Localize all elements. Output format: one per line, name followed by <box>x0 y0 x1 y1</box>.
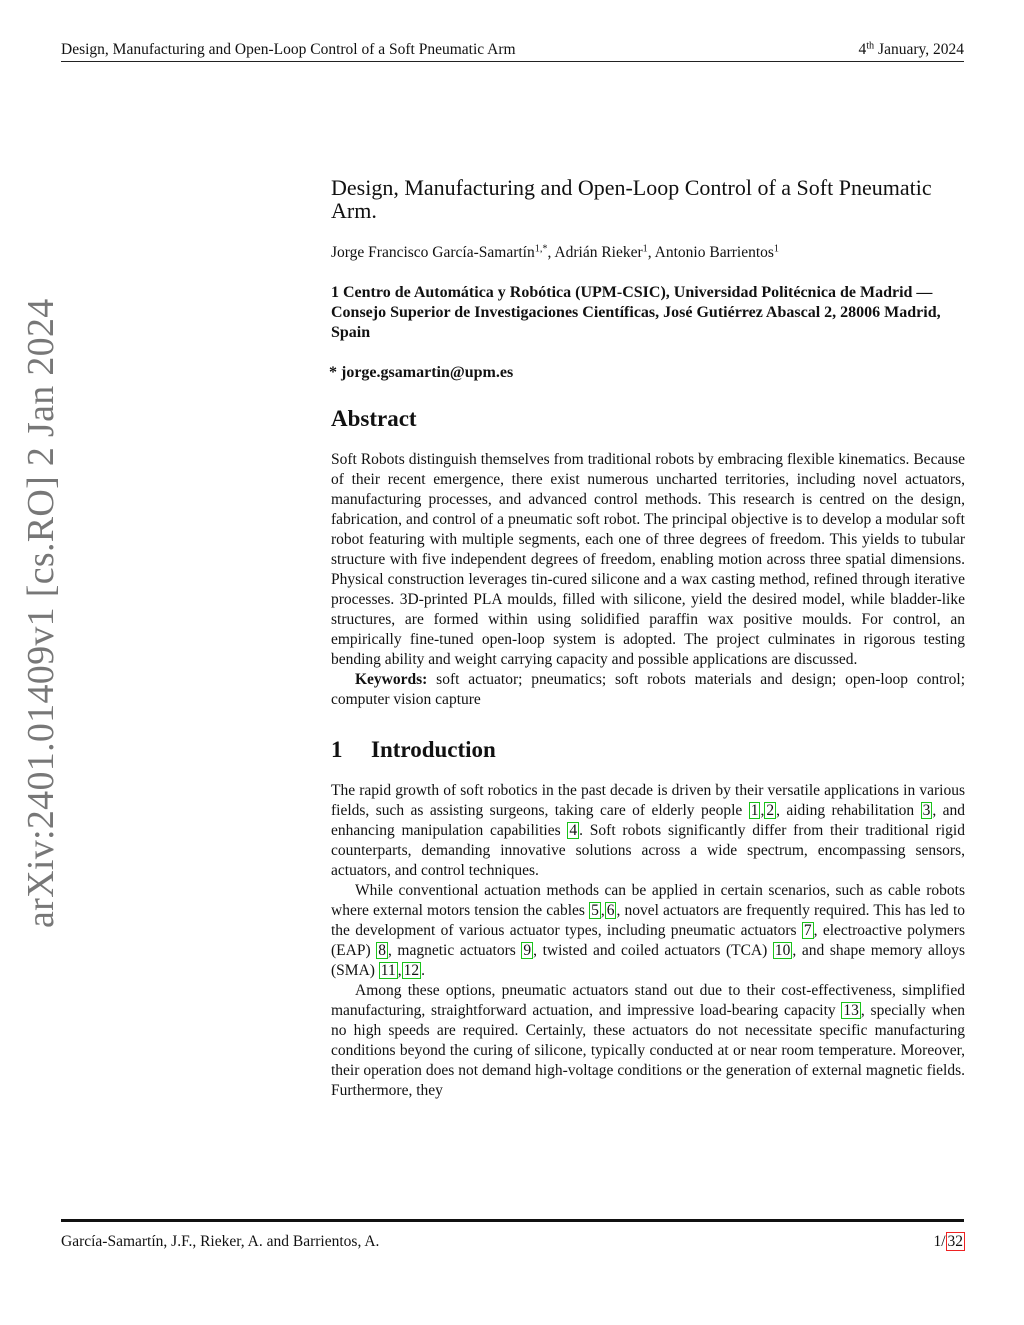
paragraph-text: , twisted and coiled actuators (TCA) <box>533 942 773 959</box>
running-header <box>61 40 964 62</box>
paragraph-text: . Soft robots significantly differ from their traditional rigid counterparts, demanding innovative solutions across a wide spectrum, encompassing sensors, actuators, and control techniques. <box>331 822 965 879</box>
paper-title: Design, Manufacturing and Open-Loop Control of a Soft Pneumatic Arm. <box>331 175 932 223</box>
citation-link[interactable]: 10 <box>774 942 791 959</box>
citation-link[interactable]: 1 <box>750 802 759 819</box>
citation-link[interactable]: 5 <box>591 902 599 919</box>
section-title: Introduction <box>371 737 496 762</box>
paragraph-text: , <box>760 802 765 819</box>
affiliation: 1 Centro de Automática y Robótica (UPM-CSIC), Universidad Politécnica de Madrid — Consejo Superior de Investigaciones Científicas, José Gutiérrez Abascal 2, 28006 Madrid, Spain <box>331 284 941 341</box>
page-current: 1/ <box>933 1233 946 1250</box>
intro-paragraph <box>331 781 965 881</box>
citation-link[interactable]: 6 <box>606 902 615 919</box>
main-column <box>331 176 965 1101</box>
paragraph-text: The rapid growth of soft robotics in the past decade is driven by their versatile applications in various fields, such as assisting surgeons, taking care of elderly people <box>331 782 965 819</box>
citation-link[interactable]: 13 <box>843 1002 859 1019</box>
author-list <box>331 243 965 263</box>
citation-link[interactable]: 7 <box>803 922 812 939</box>
paragraph-text: , and shape memory alloys (SMA) <box>331 942 965 979</box>
keywords-label: Keywords: <box>355 671 428 688</box>
author-affiliation-mark: 1,* <box>534 243 548 255</box>
header-date-suffix: th <box>866 40 875 52</box>
header-date-day: 4 <box>858 41 867 58</box>
citation-link[interactable]: 12 <box>403 962 420 979</box>
author-affiliation-mark: 1 <box>642 243 648 255</box>
paragraph-text: , <box>397 962 402 979</box>
author-separator: , <box>647 244 655 261</box>
citation-link[interactable]: 11 <box>380 962 396 979</box>
intro-paragraph <box>331 981 965 1101</box>
citation-link[interactable]: 3 <box>922 802 931 819</box>
intro-paragraph <box>331 881 965 981</box>
paragraph-text: , aiding rehabilitation <box>776 802 921 819</box>
paragraph-text: Among these options, pneumatic actuators stand out due to their cost-effectiveness, simplified manufacturing, straightforward actuation, and impressive load-bearing capacity <box>331 982 965 1019</box>
corresponding-email[interactable]: * jorge.gsamartin@upm.es <box>329 364 514 381</box>
keywords-list: soft actuator; pneumatics; soft robots materials and design; open-loop control; computer vision capture <box>331 671 965 708</box>
header-date <box>858 40 964 60</box>
author-name: Adrián Rieker <box>554 244 643 261</box>
footer-authors: García-Samartín, J.F., Rieker, A. and Barrientos, A. <box>61 1233 380 1250</box>
paragraph-text: While conventional actuation methods can be applied in certain scenarios, such as cable robots where external motors tension the cables <box>331 882 965 919</box>
running-title: Design, Manufacturing and Open-Loop Control of a Soft Pneumatic Arm <box>61 41 516 58</box>
section-number: 1 <box>331 737 343 762</box>
citation-link[interactable]: 8 <box>378 942 386 959</box>
author-separator: , <box>547 244 555 261</box>
paragraph-text: , <box>600 902 605 919</box>
paragraph-text: , magnetic actuators <box>387 942 522 959</box>
footer-rule <box>61 1219 964 1222</box>
author-name: Antonio Barrientos <box>654 244 774 261</box>
author-affiliation-mark: 1 <box>773 243 780 255</box>
citation-link[interactable]: 2 <box>766 802 775 819</box>
paragraph-text: , electroactive polymers (EAP) <box>331 922 965 959</box>
paragraph-text: , and enhancing manipulation capabilities <box>331 802 965 839</box>
page-total-link[interactable]: 32 <box>947 1233 963 1250</box>
header-date-rest: January, 2024 <box>874 41 964 58</box>
citation-link[interactable]: 9 <box>523 942 532 959</box>
arxiv-identifier-stamp: arXiv:2401.01409v1 [cs.RO] 2 Jan 2024 <box>20 298 62 928</box>
paragraph-text: , specially when no high speeds are required. Certainly, these actuators do not necessitate specific manufacturing conditions beyond the curing of silicone, typically conducted at or near room temperature. Moreover, their operation does not demand high-voltage conditions or the generation of external magnetic fields. Furthermore, they <box>331 1002 965 1099</box>
paragraph-text: . <box>421 962 425 979</box>
page-number <box>933 1232 965 1252</box>
abstract-heading: Abstract <box>331 406 417 431</box>
keywords <box>331 670 965 710</box>
section-heading-introduction <box>331 736 965 764</box>
author-name: Jorge Francisco García-Samartín <box>331 244 535 261</box>
abstract-text: Soft Robots distinguish themselves from traditional robots by embracing flexible kinematics. Because of their recent emergence, there exist numerous uncharted territories, including novel actuators, manufacturing processes, and advanced control methods. This research is centred on the design, fabrication, and control of a pneumatic soft robot. The principal objective is to develop a modular soft robot featuring with multiple segments, each one of three degrees of freedom. This yields to tubular structure with five independent degrees of freedom, enabling motion across three spatial dimensions. Physical construction leverages tin-cured silicone and a wax casting method, refined through iterative processes. 3D-printed PLA moulds, filled with silicone, yield the desired model, while bladder-like structures, are formed within using solidified paraffin wax positive moulds. For control, an empirically fine-tuned open-loop system is adopted. The project culminates in rigorous testing bending ability and weight carrying capacity and possible applications are discussed. <box>331 451 965 668</box>
paragraph-text: , novel actuators are frequently required. This has led to the development of various actuator types, including pneumatic actuators <box>331 902 965 939</box>
citation-link[interactable]: 4 <box>569 822 578 839</box>
